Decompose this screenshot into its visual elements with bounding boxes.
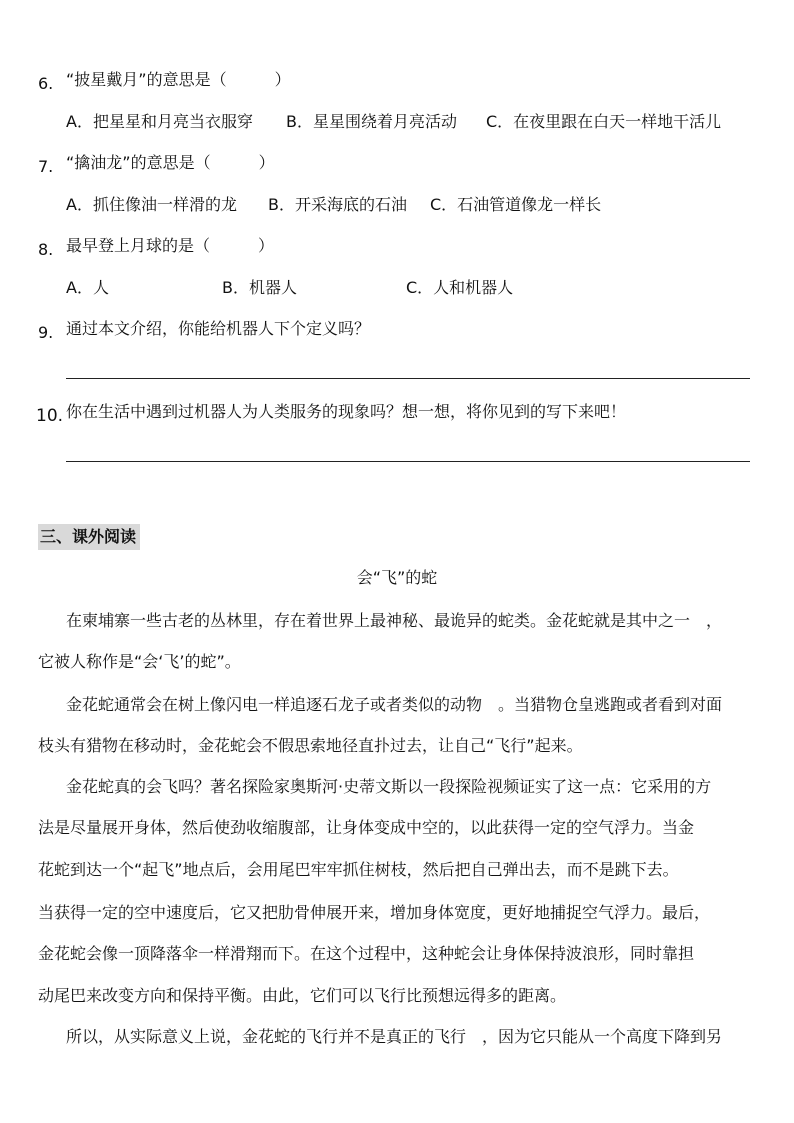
- passage-line: 金花蛇通常会在树上像闪电一样追逐石龙子或者类似的动物 。当猎物仓皇逃跑或者看到对面: [66, 695, 723, 714]
- question-10-answer-line[interactable]: [66, 461, 750, 462]
- question-8-option-c[interactable]: C．人和机器人: [406, 278, 514, 297]
- passage-line: 枝头有猎物在移动时，金花蛇会不假思索地径直扑过去，让自己“飞行”起来。: [38, 736, 583, 755]
- question-8-number: 8.: [38, 240, 54, 259]
- section-heading: 三、课外阅读: [38, 524, 140, 550]
- question-8-option-a[interactable]: A．人: [66, 278, 109, 297]
- question-6-option-c[interactable]: C．在夜里跟在白天一样地干活儿: [486, 112, 722, 131]
- question-7-text: “擒油龙”的意思是（ ）: [66, 153, 275, 172]
- question-7-option-a[interactable]: A．抓住像油一样滑的龙: [66, 195, 237, 214]
- question-9-text: 通过本文介绍，你能给机器人下个定义吗？: [66, 319, 371, 338]
- question-7-number: 7.: [38, 157, 54, 176]
- question-10-number: 10.: [36, 406, 64, 426]
- question-7-option-b[interactable]: B．开采海底的石油: [268, 195, 407, 214]
- passage-line: 在柬埔寨一些古老的丛林里，存在着世界上最神秘、最诡异的蛇类。金花蛇就是其中之一 ，: [66, 611, 723, 630]
- question-6-text: “披星戴月”的意思是（ ）: [66, 70, 291, 89]
- question-6-option-b[interactable]: B．星星围绕着月亮活动: [286, 112, 457, 131]
- question-6-option-a[interactable]: A．把星星和月亮当衣服穿: [66, 112, 253, 131]
- question-9-answer-line[interactable]: [66, 378, 750, 379]
- passage-line: 动尾巴来改变方向和保持平衡。由此，它们可以飞行比预想远得多的距离。: [38, 986, 567, 1005]
- question-8-text: 最早登上月球的是（ ）: [66, 236, 275, 255]
- question-10-text: 你在生活中遇到过机器人为人类服务的现象吗？想一想，将你见到的写下来吧！: [66, 402, 627, 421]
- passage-line: 所以，从实际意义上说，金花蛇的飞行并不是真正的飞行 ，因为它只能从一个高度下降到另: [66, 1027, 723, 1046]
- passage-line: 当获得一定的空中速度后，它又把肋骨伸展开来，增加身体宽度，更好地捕捉空气浮力。最后，: [38, 903, 711, 922]
- question-8-option-b[interactable]: B．机器人: [222, 278, 297, 297]
- passage-line: 金花蛇真的会飞吗？著名探险家奥斯河·史蒂文斯以一段探险视频证实了这一点：它采用的方: [66, 777, 712, 796]
- passage-line: 法是尽量展开身体，然后使劲收缩腹部，让身体变成中空的，以此获得一定的空气浮力。当金: [38, 818, 695, 837]
- question-9-number: 9.: [38, 323, 54, 342]
- passage-title: 会“飞”的蛇: [356, 568, 438, 587]
- passage-line: 金花蛇会像一顶降落伞一样滑翔而下。在这个过程中，这种蛇会让身体保持波浪形，同时靠担: [38, 944, 695, 963]
- question-6-number: 6.: [38, 74, 54, 93]
- question-7-option-c[interactable]: C．石油管道像龙一样长: [430, 195, 602, 214]
- passage-line: 它被人称作是“会‘飞’的蛇”。: [38, 652, 241, 671]
- passage-line: 花蛇到达一个“起飞”地点后，会用尾巴牢牢抓住树枝，然后把自己弹出去，而不是跳下去。: [38, 860, 679, 879]
